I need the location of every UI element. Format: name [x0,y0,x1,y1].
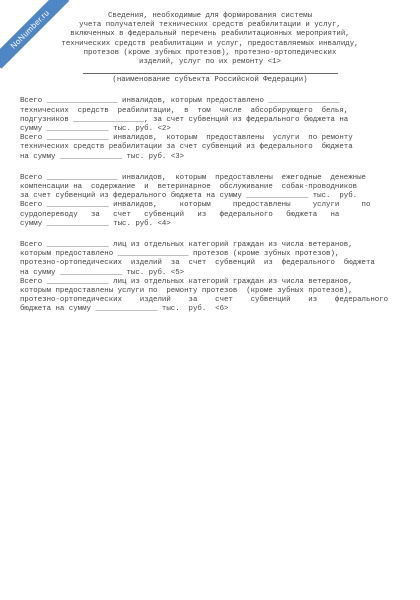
section-line: сумму ______________ тыс. руб. <4> [20,219,171,228]
document-body [20,12,400,315]
section-line: сумму ______________ тыс. руб. <2> [20,125,171,134]
section-line: протезно-ортопедических изделий за счет субвенций из федерального [20,296,389,305]
section-line: протезно-ортопедических изделий за счет субвенций из федерального бюджета [20,259,375,268]
section-line: Всего ______________ инвалидов, которым предоставлены услуги по ремонту [20,134,353,143]
section-line: на сумму ______________ тыс. руб. <3> [20,152,185,161]
section-line: компенсации на содержание и ветеринарное обслуживание собак-проводников [20,183,358,192]
subject-caption: (наименование субъекта Российской Федерации) [112,76,308,85]
section-veterans [20,241,400,315]
section-line: сурдопереводу за счет субвенций из федерального бюджета на [20,210,340,219]
title-line: протезов (кроме зубных протезов), протезно-ортопедических [83,48,337,57]
document-title [20,12,400,67]
section-line: технических средств реабилитации, в том числе абсорбирующего белья, [20,106,349,115]
title-line: Сведения, необходимые для формирования системы [107,12,312,20]
section-guide-dogs [20,174,400,229]
section-line: на сумму ______________ тыс. руб. <5> [20,268,185,277]
section-line: за счет субвенций из федерального бюджета на сумму ______________ тыс. руб. [20,192,358,201]
subject-underline [83,73,338,74]
section-line: Всего ________________ инвалидов, которым предоставлено ________________ [20,97,340,106]
title-line: включенных в федеральный перечень реабилитационных мероприятий, [70,30,350,39]
title-line: изделий, услуг по их ремонту <1> [139,58,281,67]
section-line: бюджета на сумму ______________ тыс. руб. <6> [20,305,229,314]
section-line: подгузников ________________, за счет субвенций из федерального бюджета на [20,115,349,124]
title-line: учета получателей технических средств реабилитации и услуг, [79,21,341,30]
title-line: технических средств реабилитации и услуг, предоставляемых инвалиду, [61,39,359,48]
section-line: Всего ________________ инвалидов, которым предоставлены ежегодные денежные [20,173,366,182]
watermark-ribbon: NoNumber.ru [0,0,69,69]
section-line: Всего ______________ лиц из отдельных категорий граждан из числа ветеранов, [20,241,353,250]
section-technical-aids [20,97,400,161]
section-line: Всего ______________ лиц из отдельных категорий граждан из числа ветеранов, [20,277,353,286]
section-line: технических средств реабилитации за счет субвенций из федерального бюджета [20,143,353,152]
section-line: которым предоставлены услуги по ремонту протезов (кроме зубных протезов), [20,287,353,296]
subject-field [20,73,400,85]
section-line: Всего ______________ инвалидов, которым предоставлены услуги по [20,201,371,210]
section-line: которым предоставлено ________________ протезов (кроме зубных протезов), [20,250,340,259]
